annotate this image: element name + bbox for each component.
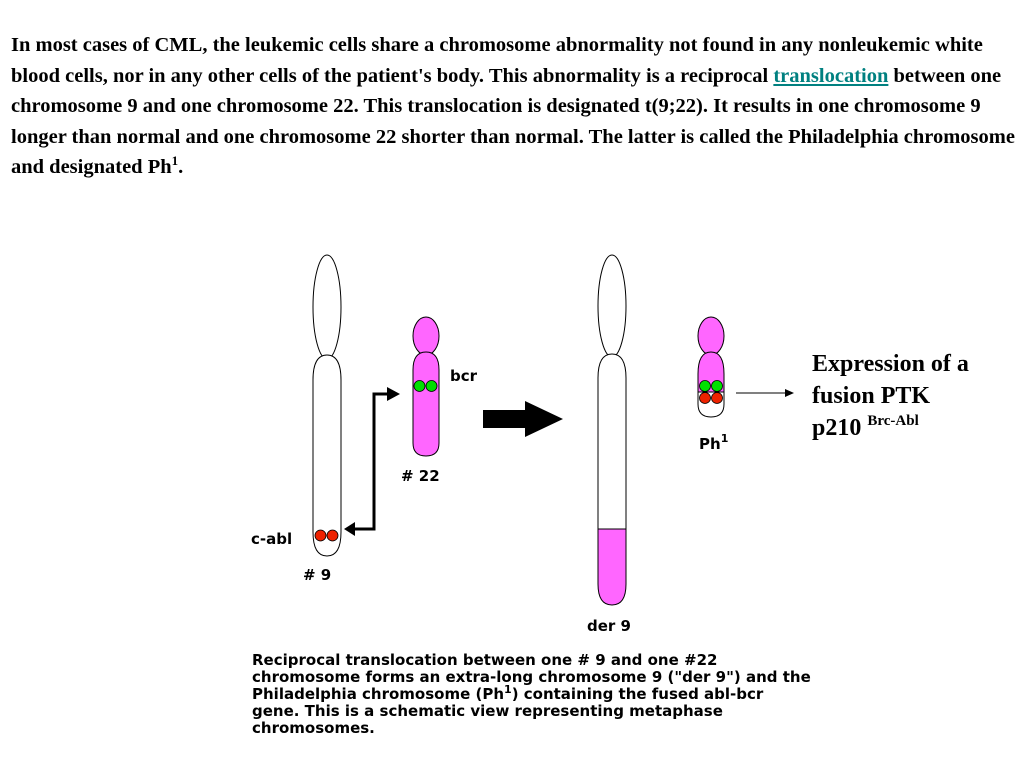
label-bcr: bcr [450, 367, 478, 385]
label-ph1-sup: 1 [720, 432, 729, 445]
caption-text-2: ) containing the fused abl-bcr gene. This is a schematic view representing metaphase chromosomes. [252, 685, 764, 737]
label-chromosome-9: # 9 [303, 566, 332, 584]
diagram-caption [252, 652, 812, 737]
chromosome-9-p-arm [313, 255, 341, 359]
label-chromosome-22: # 22 [401, 467, 440, 485]
der9-translocated-segment [598, 529, 626, 605]
expression-line-3 [812, 412, 969, 444]
exchange-arrow [344, 387, 400, 536]
caption-text-1: Reciprocal translocation between one # 9 and one #22 chromosome forms an extra-long chromosome 9 ("der 9") and the Philadelphia chromosome (Ph [252, 651, 811, 703]
chromosome-22-p-arm [413, 317, 439, 355]
expression-superscript: Brc-Abl [867, 413, 919, 429]
intro-text-end: . [178, 156, 184, 178]
expression-text [812, 348, 969, 444]
expression-arrow [736, 389, 794, 397]
translocation-link[interactable]: translocation [773, 64, 889, 87]
expression-line-2: fusion PTK [812, 383, 931, 409]
label-der9: der 9 [587, 617, 631, 635]
chromosome-9 [313, 255, 341, 556]
label-c-abl: c-abl [251, 530, 293, 548]
intro-text-2: between one chromosome 9 and one chromosome 22. This translocation is designated t(9;22). It results in one chromosome 9 longer than normal and one chromosome 22 shorter than normal. The latter is called the Philadelphia chromosome and designated Ph [11, 64, 1015, 178]
intro-text-1: In most cases of CML, the leukemic cells share a chromosome abnormality not found in any nonleukemic white blood cells, nor in any other cells of the patient's body. This abnormality is a reciprocal [11, 34, 983, 87]
expression-p210: p210 [812, 415, 862, 441]
chromosome-der9 [598, 255, 626, 605]
caption-superscript: 1 [504, 683, 512, 696]
expression-line-1: Expression of a [812, 351, 969, 377]
label-ph1-base: Ph [699, 435, 721, 453]
chromosome-22-q-arm [413, 352, 439, 456]
label-ph1 [699, 432, 729, 453]
der9-q-arm-normal [598, 354, 626, 529]
transition-arrow [483, 401, 563, 437]
chromosome-9-q-arm [313, 355, 341, 556]
ph1-p-arm [698, 317, 724, 355]
ph-superscript: 1 [171, 153, 179, 168]
der9-p-arm [598, 255, 626, 357]
